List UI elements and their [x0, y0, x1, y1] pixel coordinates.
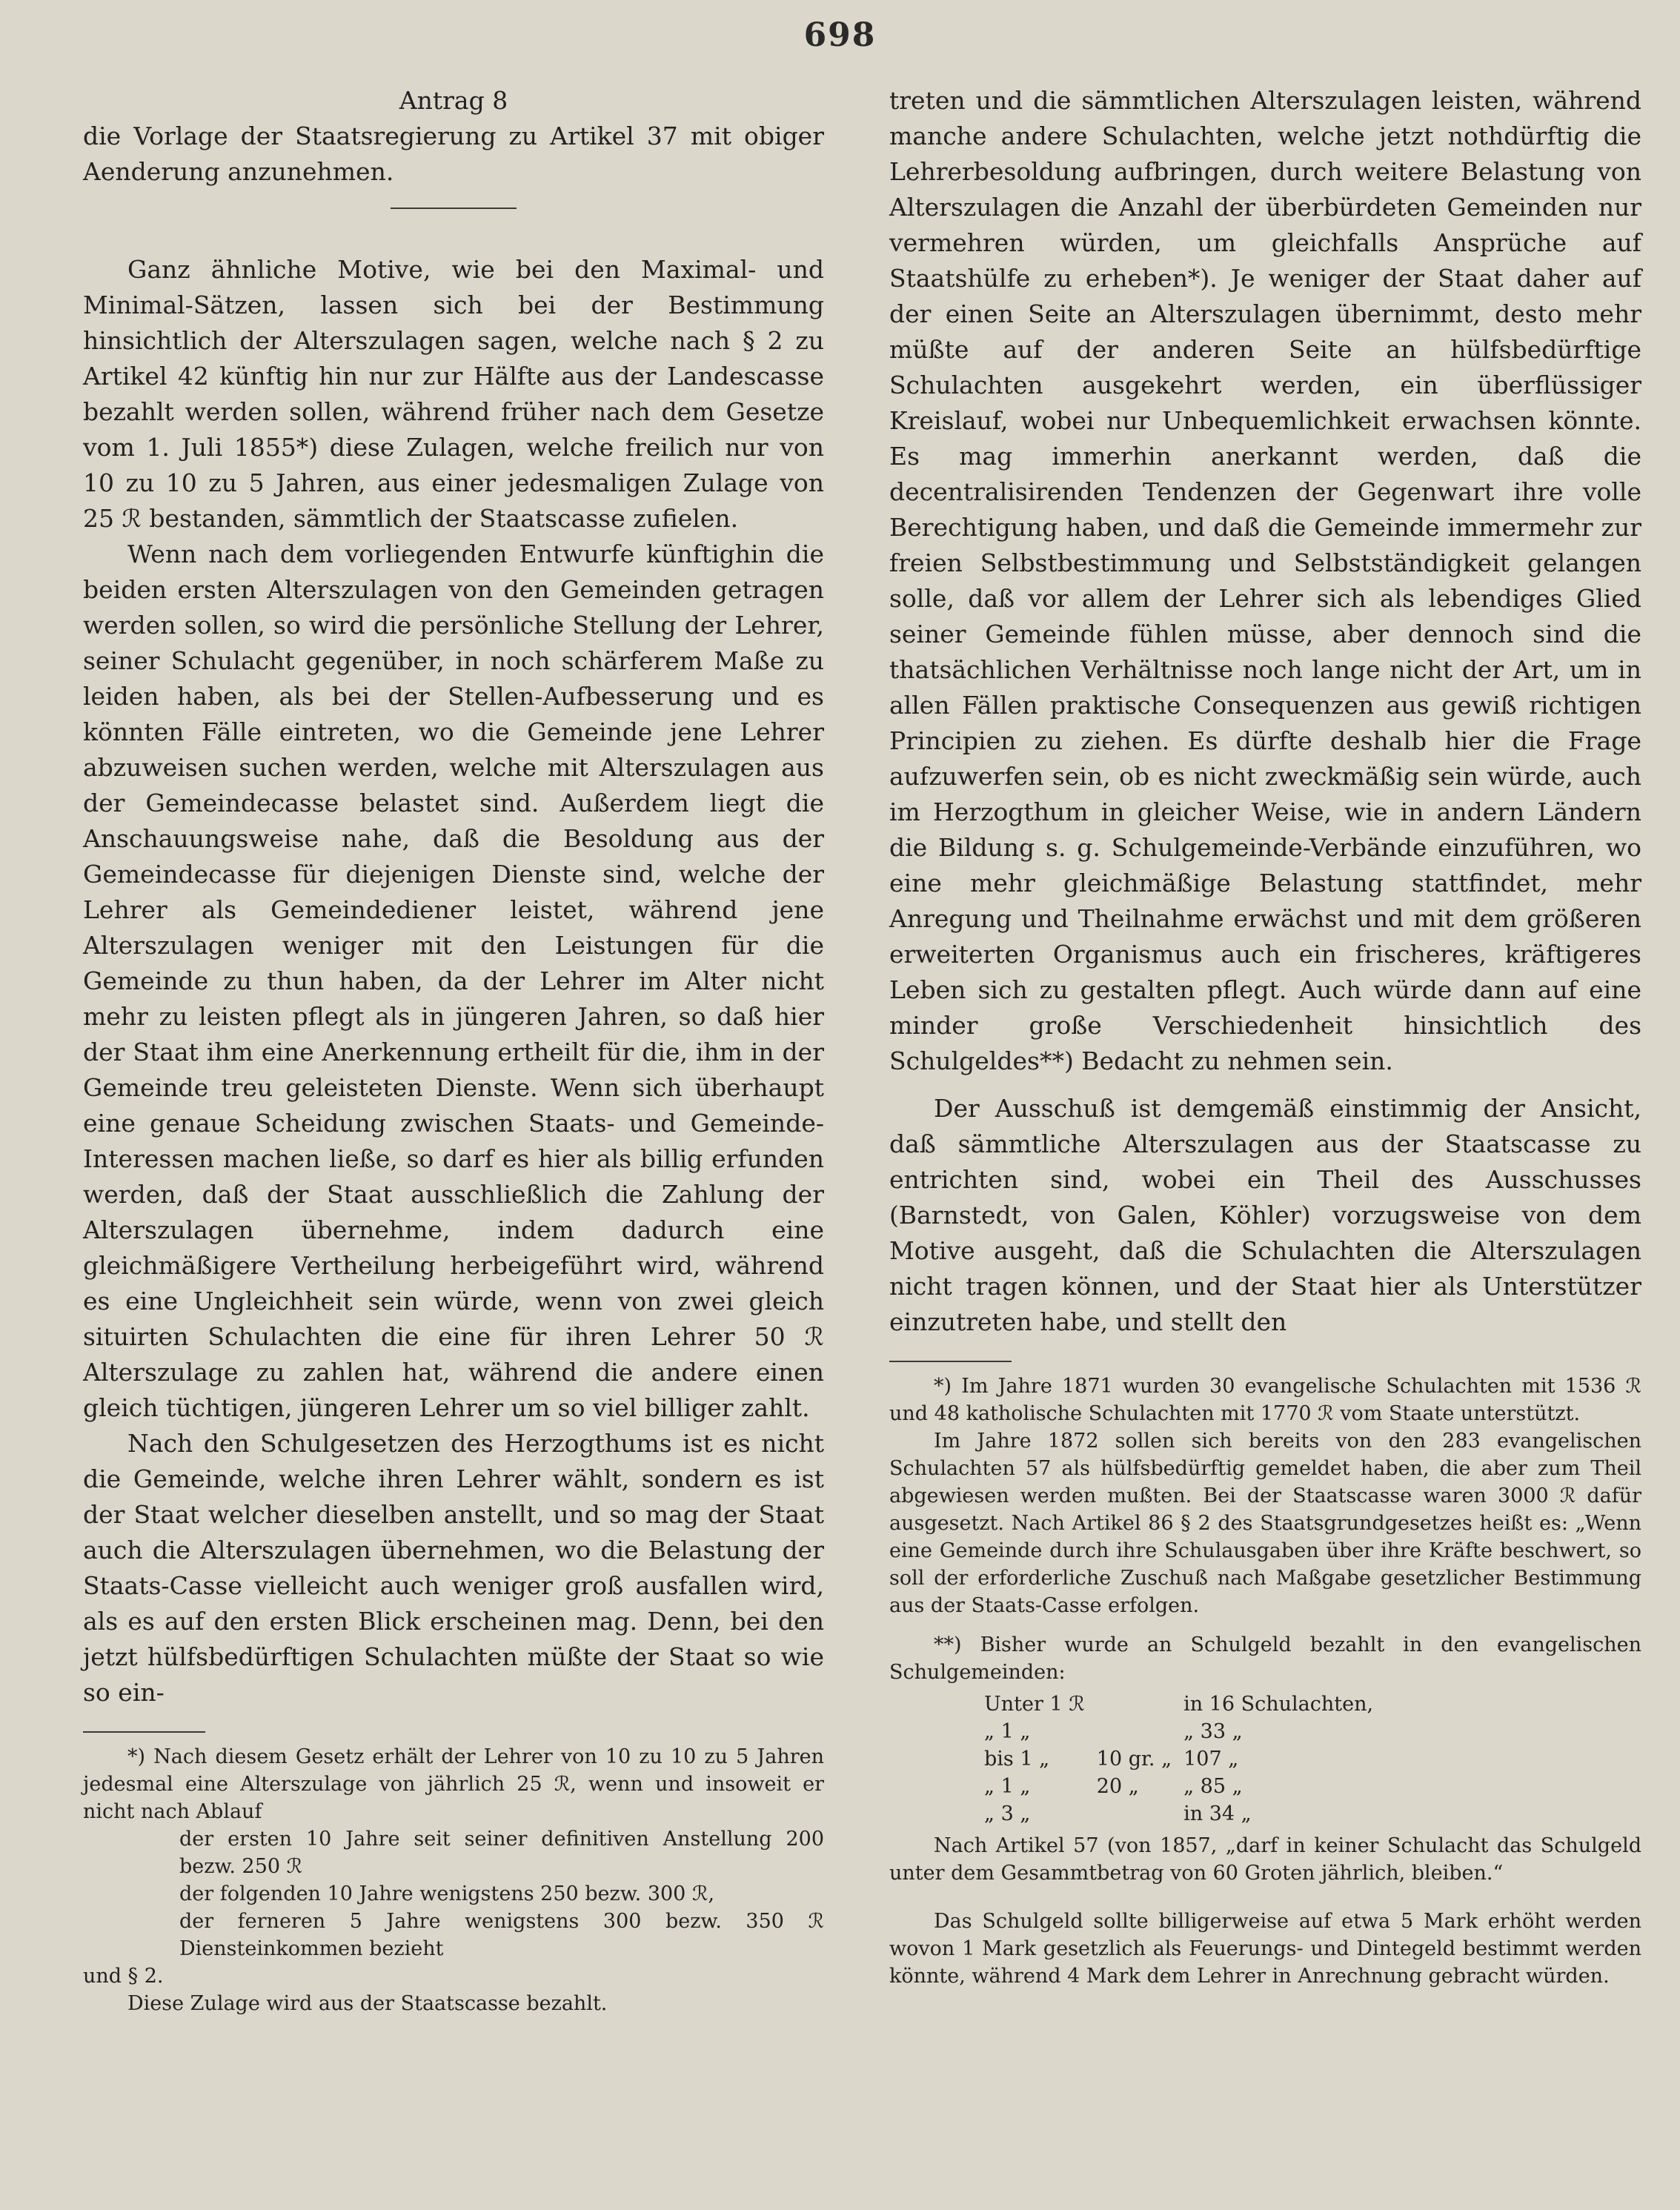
table-row: „ 1 „ 20 „ „ 85 „	[984, 1775, 1243, 1798]
page-number: 698	[803, 16, 877, 54]
footnote: Nach Artikel 57 (von 1857, „darf in keiner Schulacht das Schulgeld unter dem Gesammtbetrag von 60 Groten jährlich, bleiben.“	[889, 1834, 1641, 1885]
footnote-divider	[889, 1361, 1012, 1362]
table-row: „ 1 „ „ 33 „	[984, 1720, 1243, 1743]
footnote-line: der ersten 10 Jahre seit seiner definitiven Anstellung 200 bezw. 250 ℛ	[179, 1828, 824, 1878]
paragraph: treten und die sämmtlichen Alterszulagen leisten, während manche andere Schulachten, welche jetzt nothdürftig die Lehrerbesoldung aufbringen, durch weitere Belastung von Alterszulagen die Anzahl der überbürdeten Gemeinden nur vermehren würden, um gleichfalls Ansprüche auf Staatshülfe zu erheben*). Je weniger der Staat daher auf der einen Seite an Alterszulagen übernimmt, desto mehr müßte auf der anderen Seite an hülfsbedürftige Schulachten ausgekehrt werden, ein überflüssiger Kreislauf, wobei nur Unbequemlichkeit erwachsen könnte. Es mag immerhin anerkannt werden, daß die decentralisirenden Tendenzen der Gegenwart ihre volle Berechtigung haben, und daß die Gemeinde immermehr zur freien Selbstbestimmung und Selbstständigkeit gelangen solle, daß vor allem der Lehrer sich als lebendiges Glied seiner Gemeinde fühlen müsse, aber dennoch sind die thatsächlichen Verhältnisse noch lange nicht der Art, um in allen Fällen praktische Consequenzen aus gewiß richtigen Principien zu ziehen. Es dürfte deshalb hier die Frage aufzuwerfen sein, ob es nicht zweckmäßig sein würde, auch im Herzogthum in gleicher Weise, wie in andern Ländern die Bildung s. g. Schulgemeinde-Verbände einzuführen, wo eine mehr gleichmäßige Belastung stattfindet, mehr Anregung und Theilnahme erwächst und mit dem größeren erweiterten Organismus auch ein frischeres, kräftigeres Leben sich zu gestalten pflegt. Auch würde dann auf eine minder große Verschiedenheit hinsichtlich des Schulgeldes**) Bedacht zu nehmen sein.	[889, 86, 1641, 1075]
footnote: Das Schulgeld sollte billigerweise auf etwa 5 Mark erhöht werden wovon 1 Mark gesetzlich als Feuerungs- und Dintegeld bestimmt werden könnte, während 4 Mark dem Lehrer in Anrechnung gebracht würden.	[889, 1910, 1641, 1988]
table-row: Unter 1 ℛ in 16 Schulachten,	[984, 1693, 1374, 1716]
footnote-line: der ferneren 5 Jahre wenigstens 300 bezw. 350 ℛ Diensteinkommen bezieht	[179, 1910, 824, 1960]
footnote-line: und § 2.	[83, 1965, 164, 1988]
footnote-line: der folgenden 10 Jahre wenigstens 250 bezw. 300 ℛ,	[179, 1882, 715, 1905]
paragraph: Der Ausschuß ist demgemäß einstimmig der Ansicht, daß sämmtliche Alterszulagen aus der Staatscasse zu entrichten sind, wobei ein Theil des Ausschusses (Barnstedt, von Galen, Köhler) vorzugsweise von dem Motive ausgeht, daß die Schulachten die Alterszulagen nicht tragen können, und der Staat hier als Unterstützer einzutreten habe, und stellt den	[889, 1094, 1641, 1336]
footnote: *) Im Jahre 1871 wurden 30 evangelische Schulachten mit 1536 ℛ und 48 katholische Schulachten mit 1770 ℛ vom Staate unterstützt.	[889, 1375, 1641, 1425]
footnote-line: Diese Zulage wird aus der Staatscasse bezahlt.	[127, 1992, 608, 2015]
antrag-heading: Antrag 8	[399, 86, 508, 115]
right-column	[889, 83, 1641, 1990]
table-row: „ 3 „ in 34 „	[984, 1802, 1252, 1825]
paragraph: Nach den Schulgesetzen des Herzogthums ist es nicht die Gemeinde, welche ihren Lehrer wählt, sondern es ist der Staat welcher dieselben anstellt, und so mag der Staat auch die Alterszulagen übernehmen, wo die Belastung der Staats-Casse vielleicht auch weniger groß ausfallen wird, als es auf den ersten Blick erscheinen mag. Denn, bei den jetzt hülfsbedürftigen Schulachten müßte der Staat so wie so ein-	[83, 1429, 824, 1707]
schulgeld-table	[978, 1690, 1379, 1828]
paragraph: Ganz ähnliche Motive, wie bei den Maximal- und Minimal-Sätzen, lassen sich bei der Bestimmung hinsichtlich der Alterszulagen sagen, welche nach § 2 zu Artikel 42 künftig hin nur zur Hälfte aus der Landescasse bezahlt werden sollen, während früher nach dem Gesetze vom 1. Juli 1855*) diese Zulagen, welche freilich nur von 10 zu 10 zu 5 Jahren, aus einer jedesmaligen Zulage von 25 ℛ bestanden, sämmtlich der Staatscasse zufielen.	[83, 255, 824, 533]
section-divider	[391, 208, 517, 209]
paragraph: Wenn nach dem vorliegenden Entwurfe künftighin die beiden ersten Alterszulagen von den Gemeinden getragen werden sollen, so wird die persönliche Stellung der Lehrer, seiner Schulacht gegenüber, in noch schärferem Maße zu leiden haben, als bei der Stellen-Aufbesserung und es könnten Fälle eintreten, wo die Gemeinde jene Lehrer abzuweisen suchen werden, welche mit Alterszulagen aus der Gemeindecasse belastet sind. Außerdem liegt die Anschauungsweise nahe, daß die Besoldung aus der Gemeindecasse für diejenigen Dienste sind, welche der Lehrer als Gemeindediener leistet, während jene Alterszulagen weniger mit den Leistungen für die Gemeinde zu thun haben, da der Lehrer im Alter nicht mehr zu leisten pflegt als in jüngeren Jahren, so daß hier der Staat ihm eine Anerkennung ertheilt für die, ihm in der Gemeinde treu geleisteten Dienste. Wenn sich überhaupt eine genaue Scheidung zwischen Staats- und Gemeinde-Interessen machen ließe, so darf es hier als billig erfunden werden, daß der Staat ausschließlich die Zahlung der Alterszulagen übernehme, indem dadurch eine gleichmäßigere Vertheilung herbeigeführt wird, während es eine Ungleichheit sein würde, wenn von zwei gleich situirten Schulachten die eine für ihren Lehrer 50 ℛ Alterszulage zu zahlen hat, während die andere einen gleich tüchtigen, jüngeren Lehrer um so viel billiger zahlt.	[83, 540, 824, 1422]
left-column	[83, 83, 824, 2017]
footnote: *) Nach diesem Gesetz erhält der Lehrer von 10 zu 10 zu 5 Jahren jedesmal eine Alterszulage von jährlich 25 ℛ, wenn und insoweit er nicht nach Ablauf	[83, 1745, 824, 1823]
antrag-text: die Vorlage der Staatsregierung zu Artikel 37 mit obiger Aenderung anzunehmen.	[83, 122, 824, 186]
footnote: Im Jahre 1872 sollen sich bereits von den 283 evangelischen Schulachten 57 als hülfsbedürftig gemeldet haben, die aber zum Theil abgewiesen werden mußten. Bei der Staatscasse waren 3000 ℛ dafür ausgesetzt. Nach Artikel 86 § 2 des Staatsgrundgesetzes heißt es: „Wenn eine Gemeinde durch ihre Schulausgaben über ihre Kräfte beschwert, so soll der erforderliche Zuschuß nach Maßgabe gesetzlicher Bestimmung aus der Staats-Casse erfolgen.	[889, 1430, 1641, 1617]
table-row: bis 1 „ 10 gr. „ 107 „	[984, 1748, 1239, 1771]
footnote: **) Bisher wurde an Schulgeld bezahlt in den evangelischen Schulgemeinden:	[889, 1633, 1641, 1684]
footnote-divider	[83, 1731, 205, 1733]
